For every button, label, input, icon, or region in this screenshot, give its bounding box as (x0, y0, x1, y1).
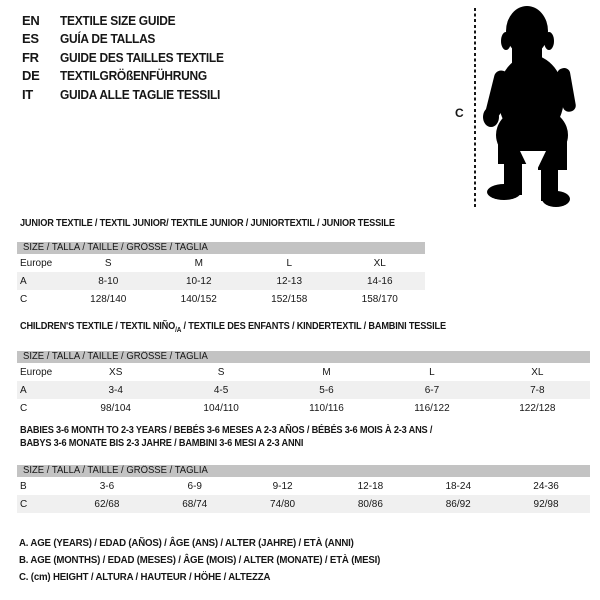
height-cell: 68/74 (182, 498, 208, 510)
language-label: GUIDE DES TAILLES TEXTILE (60, 49, 224, 65)
language-row-es (22, 30, 238, 49)
language-label: TEXTILE SIZE GUIDE (60, 12, 176, 28)
table-row (17, 381, 590, 399)
height-cell: 86/92 (445, 498, 471, 510)
language-row-en (22, 11, 238, 30)
age-cell: 24-36 (533, 480, 559, 492)
row-label: Europe (20, 366, 53, 378)
height-cell: 80/86 (357, 498, 383, 510)
table-row (17, 477, 590, 495)
size-cell: M (194, 257, 203, 269)
height-cell: 62/68 (94, 498, 120, 510)
row-label: C (20, 402, 28, 414)
language-code: EN (22, 12, 40, 28)
junior-textile-table (17, 217, 425, 308)
row-label: A (20, 384, 27, 396)
junior-size-header-bar (17, 242, 425, 254)
size-header-label: SIZE / TALLA / TAILLE / GRÖSSE / TAGLIA (23, 242, 208, 253)
age-cell: 12-13 (276, 275, 303, 287)
legend-line-b: B. AGE (MONTHS) / EDAD (MESES) / ÂGE (MOIS) / ALTER (MONATE) / ETÀ (MESI) (19, 554, 381, 566)
language-code: IT (22, 86, 33, 102)
height-cell: 104/110 (203, 402, 239, 414)
height-cell: 152/158 (271, 293, 308, 305)
table-row (17, 495, 590, 513)
language-row-de (22, 67, 238, 86)
legend-line-a: A. AGE (YEARS) / EDAD (AÑOS) / ÂGE (ANS) / ALTER (JAHRE) / ETÀ (ANNI) (19, 537, 354, 549)
height-cell: 122/128 (519, 402, 556, 414)
babies-textile-table (17, 424, 590, 513)
size-cell: S (104, 257, 112, 269)
table-row (17, 254, 425, 272)
size-cell: XL (373, 257, 386, 269)
height-cell: 92/98 (533, 498, 559, 510)
babies-table-title-line1: BABIES 3-6 MONTH TO 2-3 YEARS / BEBÉS 3-6 MESES A 2-3 AÑOS / BÉBÉS 3-6 MOIS À 2-3 ANS / (20, 425, 433, 436)
height-cell: 116/122 (414, 402, 450, 414)
height-label-c: C (455, 106, 464, 120)
height-cell: 98/104 (100, 402, 131, 414)
language-row-it (22, 85, 238, 104)
age-cell: 8-10 (98, 275, 119, 287)
age-cell: 7-8 (530, 384, 545, 396)
height-cell: 110/116 (309, 402, 344, 414)
legend (19, 535, 412, 586)
size-header-label: SIZE / TALLA / TAILLE / GRÖSSE / TAGLIA (23, 351, 208, 362)
table-row (17, 290, 425, 308)
table-row (17, 272, 425, 290)
height-cell: 128/140 (90, 293, 127, 305)
junior-table-title: JUNIOR TEXTILE / TEXTIL JUNIOR/ TEXTILE JUNIOR / JUNIORTEXTIL / JUNIOR TESSILE (20, 218, 395, 229)
size-cell: L (429, 366, 435, 378)
language-label: GUÍA DE TALLAS (60, 31, 156, 47)
language-label: TEXTILGRÖßENFÜHRUNG (60, 68, 207, 84)
size-cell: S (217, 366, 225, 378)
height-cell: 158/170 (361, 293, 398, 305)
size-header-label: SIZE / TALLA / TAILLE / GRÖSSE / TAGLIA (23, 465, 208, 476)
title-subscript: /A (175, 327, 182, 334)
size-cell: XL (531, 366, 544, 378)
childrens-size-header-bar (17, 351, 590, 363)
age-cell: 3-6 (99, 480, 115, 492)
age-cell: 10-12 (185, 275, 212, 287)
legend-line-c: C. (cm) HEIGHT / ALTURA / HAUTEUR / HÖHE / ALTEZZA (19, 571, 271, 583)
language-code: DE (22, 68, 40, 84)
age-cell: 14-16 (366, 275, 393, 287)
language-row-fr (22, 48, 238, 67)
age-cell: 18-24 (445, 480, 472, 492)
age-cell: 3-4 (108, 384, 123, 396)
row-label: Europe (20, 257, 53, 269)
language-label: GUIDA ALLE TAGLIE TESSILI (60, 86, 221, 102)
age-cell: 6-7 (424, 384, 440, 396)
baby-silhouette-icon (478, 4, 590, 209)
size-cell: XS (109, 366, 123, 378)
row-label: C (20, 498, 28, 510)
language-code: ES (22, 31, 39, 47)
childrens-table-title: CHILDREN'S TEXTILE / TEXTIL $NIÑO_{/A}$ / TEXTILE DES ENFANTS / KINDERTEXTIL / BAMBINI TESSILE (20, 321, 446, 334)
age-cell: 5-6 (319, 384, 334, 396)
row-label: B (20, 480, 27, 492)
age-cell: 6-9 (187, 480, 202, 492)
age-cell: 12-18 (357, 480, 384, 492)
age-cell: 9-12 (272, 480, 293, 492)
height-cell: 74/80 (270, 498, 296, 510)
size-cell: M (322, 366, 331, 378)
table-row (17, 399, 590, 417)
height-measure-dashed-line (474, 8, 476, 208)
babies-size-header-bar (17, 465, 590, 477)
height-cell: 140/152 (180, 293, 217, 305)
row-label: A (20, 275, 27, 287)
age-cell: 4-5 (213, 384, 229, 396)
language-code: FR (22, 49, 39, 65)
table-row (17, 363, 590, 381)
babies-table-title-line2: BABYS 3-6 MONATE BIS 2-3 JAHRE / BAMBINI 3-6 MESI A 2-3 ANNI (20, 438, 304, 449)
size-cell: L (286, 257, 293, 269)
childrens-textile-table (17, 320, 590, 417)
language-list (22, 11, 238, 104)
row-label: C (20, 293, 28, 305)
